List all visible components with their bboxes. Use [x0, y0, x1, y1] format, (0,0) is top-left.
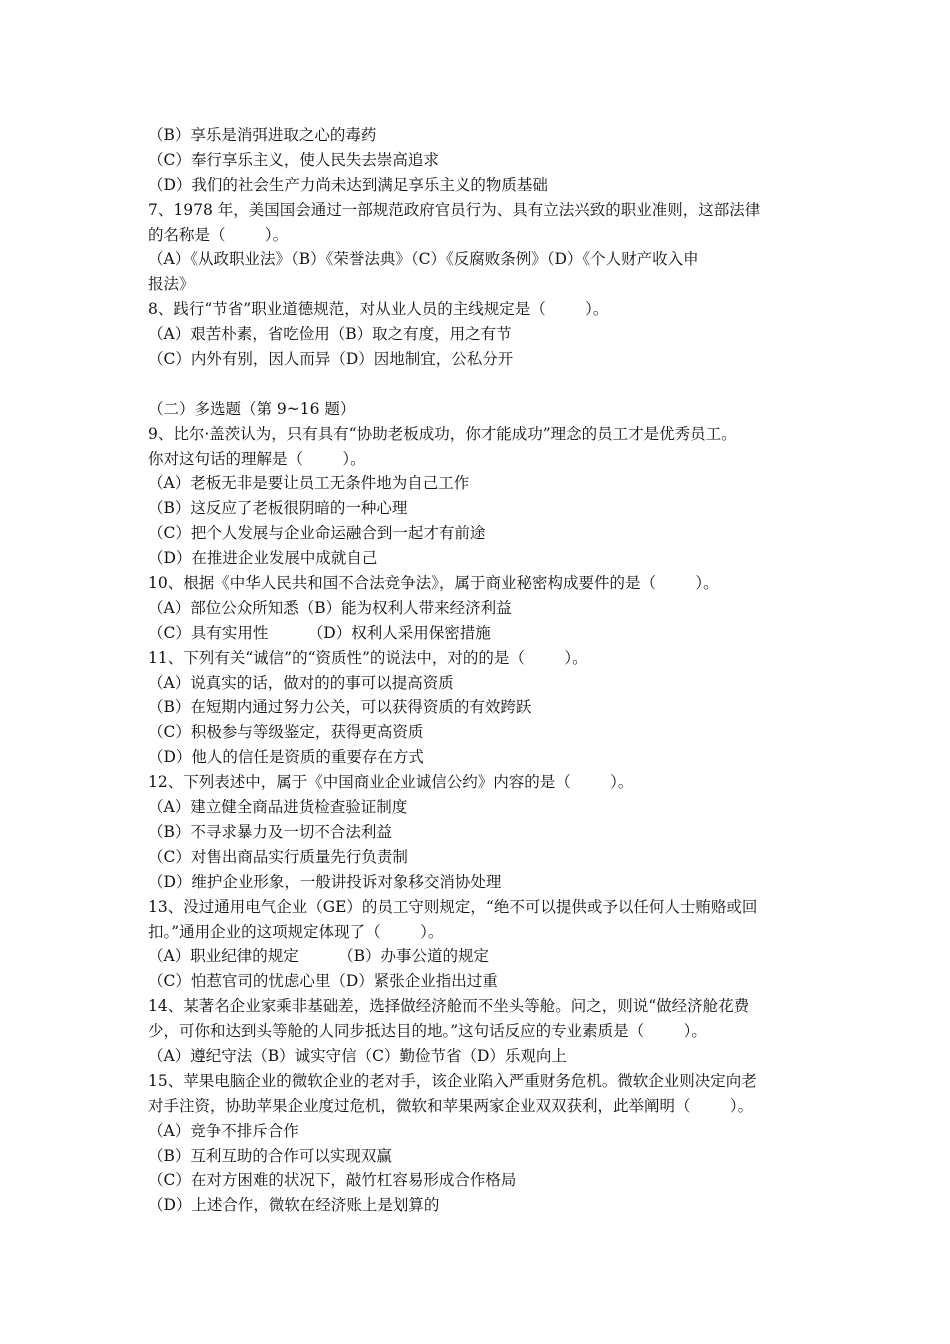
- question-14: 14、某著名企业家乘非基础差，选择做经济舱而不坐头等舱。问之，则说“做经济舱花费: [148, 997, 750, 1016]
- text-line: 的名称是（ ）。: [148, 225, 289, 244]
- text-line: （B）不寻求暴力及一切不合法利益: [148, 822, 392, 841]
- text-line: （C）内外有别，因人而异（D）因地制宜，公私分开: [148, 350, 514, 369]
- text-line: （B）享乐是消弭进取之心的毒药: [148, 126, 377, 144]
- text-line: 报法》: [148, 275, 195, 294]
- question-10: 10、根据《中华人民共和国不合法竞争法》，属于商业秘密构成要件的是（ ）。: [148, 574, 719, 593]
- text-line: （A）遵纪守法（B）诚实守信（C）勤俭节省（D）乐观向上: [148, 1046, 567, 1065]
- text-line: （A）说真实的话，做对的的事可以提高资质: [148, 673, 454, 692]
- text-line: 对手注资，协助苹果企业度过危机，微软和苹果两家企业双双获利，此举阐明（ ）。: [148, 1096, 754, 1115]
- text-line: （A）艰苦朴素，省吃俭用（B）取之有度，用之有节: [148, 325, 512, 344]
- text-line: 扣。”通用企业的这项规定体现了（ ）。: [148, 922, 444, 941]
- question-12: 12、下列表述中，属于《中国商业企业诚信公约》内容的是（ ）。: [148, 773, 634, 792]
- text-line: （A）竞争不排斥合作: [148, 1121, 299, 1140]
- text-line: （C）在对方困难的状况下，敲竹杠容易形成合作格局: [148, 1171, 517, 1190]
- text-line: （B）互利互助的合作可以实现双赢: [148, 1146, 392, 1165]
- text-line: （C）怕惹官司的忧虑心里（D）紧张企业指出过重: [148, 972, 498, 991]
- text-line: 少，可你和达到头等舱的人同步抵达目的地。”这句话反应的专业素质是（ ）。: [148, 1022, 707, 1041]
- text-line: （A）职业纪律的规定 （B）办事公道的规定: [148, 947, 490, 966]
- blank-line: [148, 372, 812, 397]
- text-line: （C）奉行享乐主义，使人民失去崇高追求: [148, 150, 439, 169]
- text-line: （A）《从政职业法》（B）《荣誉法典》（C）《反腐败条例》（D）《个人财产收入申: [148, 250, 699, 269]
- text-line: （D）在推进企业发展中成就自己: [148, 549, 378, 568]
- text-line: （D）我们的社会生产力尚未达到满足享乐主义的物质基础: [148, 175, 548, 194]
- text-line: （C）积极参与等级鉴定，获得更高资质: [148, 723, 424, 742]
- text-line: （B）在短期内通过努力公关，可以获得资质的有效跨跃: [148, 698, 532, 717]
- text-line: （D）上述合作，微软在经济账上是划算的: [148, 1196, 440, 1215]
- question-15: 15、苹果电脑企业的微软企业的老对手，该企业陷入严重财务危机。微软企业则决定向老: [148, 1071, 757, 1090]
- section-heading: （二）多选题（第 9~16 题）: [148, 399, 356, 418]
- text-line: （B）这反应了老板很阴暗的一种心理: [148, 499, 408, 518]
- text-line: （D）他人的信任是资质的重要存在方式: [148, 748, 424, 767]
- question-11: 11、下列有关“诚信”的“资质性”的说法中，对的的是（ ）。: [148, 648, 588, 667]
- text-line: （C）把个人发展与企业命运融合到一起才有前途: [148, 524, 486, 543]
- text-line: （C）具有实用性 （D）权利人采用保密措施: [148, 623, 491, 642]
- text-line: （A）老板无非是要让员工无条件地为自己工作: [148, 474, 470, 493]
- text-line: （A）建立健全商品进货检查验证制度: [148, 798, 408, 817]
- text-line: （A）部位公众所知悉（B）能为权利人带来经济利益: [148, 598, 512, 617]
- text-line: 你对这句话的理解是（ ）。: [148, 449, 366, 468]
- question-13: 13、没过通用电气企业（GE）的员工守则规定，“绝不可以提供或予以任何人士贿赂或回: [148, 897, 758, 916]
- question-8: 8、践行“节省”职业道德规范，对从业人员的主线规定是（ ）。: [148, 300, 609, 319]
- text-line: （C）对售出商品实行质量先行负责制: [148, 847, 408, 866]
- question-9: 9、比尔·盖茨认为，只有具有“协助老板成功，你才能成功”理念的员工才是优秀员工。: [148, 424, 737, 443]
- question-text: [148, 123, 812, 1218]
- question-7: 7、1978 年，美国国会通过一部规范政府官员行为、具有立法兴致的职业准则，这部法律: [148, 200, 761, 219]
- text-line: （D）维护企业形象，一般讲投诉对象移交消协处理: [148, 872, 502, 891]
